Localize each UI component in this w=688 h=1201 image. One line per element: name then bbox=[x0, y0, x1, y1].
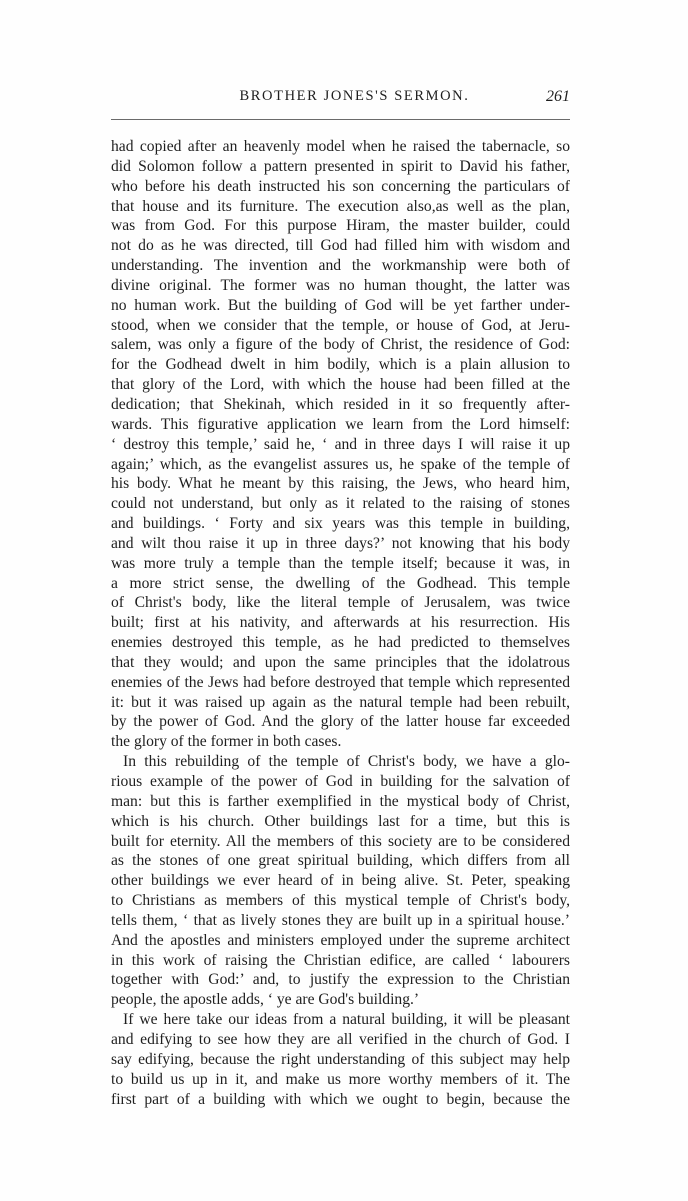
text-line: his body. What he meant by this raising, the Jews, who heard him, bbox=[111, 475, 570, 493]
text-line: which is his church. Other buildings last for a time, but this is bbox=[111, 812, 570, 830]
text-line: for the Godhead dwelt in him bodily, which is a plain allusion to bbox=[111, 356, 570, 374]
text-line: understanding. The invention and the workmanship were both of bbox=[111, 257, 570, 275]
text-line: people, the apostle adds, ‘ ye are God's building.’ bbox=[111, 991, 420, 1009]
page-header bbox=[111, 88, 570, 114]
text-line: it: but it was raised up again as the natural temple had been rebuilt, bbox=[111, 693, 570, 711]
text-line: did Solomon follow a pattern presented in spirit to David his father, bbox=[111, 157, 570, 175]
text-line: that they would; and upon the same principles that the idolatrous bbox=[111, 653, 570, 671]
text-line: together with God:’ and, to justify the expression to the Christian bbox=[111, 971, 570, 989]
header-rule bbox=[111, 119, 570, 120]
text-line: built; first at his nativity, and afterwards at his resurrection. His bbox=[111, 614, 570, 632]
text-line: a more strict sense, the dwelling of the Godhead. This temple bbox=[111, 574, 570, 592]
text-line: had copied after an heavenly model when he raised the tabernacle, so bbox=[111, 138, 570, 155]
text-line: rious example of the power of God in building for the salvation of bbox=[111, 773, 570, 790]
text-line: was more truly a temple than the temple itself; because it was, in bbox=[111, 554, 570, 572]
text-line: wards. This figurative application we learn from the Lord himself: bbox=[111, 415, 570, 433]
text-line: built for eternity. All the members of this society are to be considered bbox=[111, 832, 570, 850]
text-line: enemies destroyed this temple, as he had predicted to themselves bbox=[111, 634, 570, 652]
page-number: 261 bbox=[546, 88, 570, 105]
text-line: salem, was only a figure of the body of Christ, the residence of God: bbox=[111, 336, 570, 354]
text-line: In this rebuilding of the temple of Christ's body, we have a glo- bbox=[123, 753, 570, 771]
text-line: ‘ destroy this temple,’ said he, ‘ and in three days I will raise it up bbox=[111, 435, 570, 453]
text-line: tells them, ‘ that as lively stones they are built up in a spiritual house.’ bbox=[111, 911, 570, 929]
text-line: divine original. The former was no human thought, the latter was bbox=[111, 276, 570, 294]
text-line: of Christ's body, like the literal temple of Jerusalem, was twice bbox=[111, 594, 570, 612]
text-line: again;’ which, as the evangelist assures us, he spake of the temple of bbox=[111, 455, 570, 473]
text-line: other buildings we ever heard of in being alive. St. Peter, speaking bbox=[111, 872, 570, 890]
text-line: And the apostles and ministers employed under the supreme architect bbox=[111, 931, 570, 949]
text-line: dedication; that Shekinah, which resided in it so frequently after- bbox=[111, 395, 570, 413]
text-line: and edifying to see how they are all verified in the church of God. I bbox=[111, 1030, 570, 1048]
text-line: stood, when we consider that the temple, or house of God, at Jeru- bbox=[111, 316, 570, 334]
text-line: no human work. But the building of God will be yet farther under- bbox=[111, 296, 570, 314]
text-line: by the power of God. And the glory of the latter house far exceeded bbox=[111, 713, 570, 731]
running-head: BROTHER JONES'S SERMON. bbox=[239, 88, 470, 104]
text-line: If we here take our ideas from a natural building, it will be pleasant bbox=[123, 1011, 570, 1029]
text-line: and buildings. ‘ Forty and six years was this temple in building, bbox=[111, 515, 570, 533]
text-line: and wilt thou raise it up in three days?’ not knowing that his body bbox=[111, 534, 570, 552]
text-line: say edifying, because the right understanding of this subject may help bbox=[111, 1050, 570, 1068]
text-line: to build us up in it, and make us more worthy members of it. The bbox=[111, 1070, 570, 1088]
text-line: the glory of the former in both cases. bbox=[111, 733, 342, 751]
text-line: first part of a building with which we ought to begin, because the bbox=[111, 1090, 570, 1108]
text-line: to Christians as members of this mystical temple of Christ's body, bbox=[111, 892, 570, 910]
text-line: not do as he was directed, till God had filled him with wisdom and bbox=[111, 237, 570, 255]
sermon-text bbox=[111, 137, 570, 1109]
text-line: that glory of the Lord, with which the house had been filled at the bbox=[111, 376, 570, 394]
text-line: as the stones of one great spiritual building, which differs from all bbox=[111, 852, 570, 870]
text-line: in this work of raising the Christian edifice, are called ‘ labourers bbox=[111, 951, 570, 969]
text-line: who before his death instructed his son concerning the particulars of bbox=[111, 177, 570, 195]
text-line: was from God. For this purpose Hiram, the master builder, could bbox=[111, 217, 570, 235]
text-line: could not understand, but only as it related to the raising of stones bbox=[111, 495, 570, 513]
text-line: enemies of the Jews had before destroyed that temple which represented bbox=[111, 673, 570, 691]
text-line: man: but this is farther exemplified in the mystical body of Christ, bbox=[111, 792, 570, 810]
text-line: that house and its furniture. The execution also,as well as the plan, bbox=[111, 197, 570, 215]
